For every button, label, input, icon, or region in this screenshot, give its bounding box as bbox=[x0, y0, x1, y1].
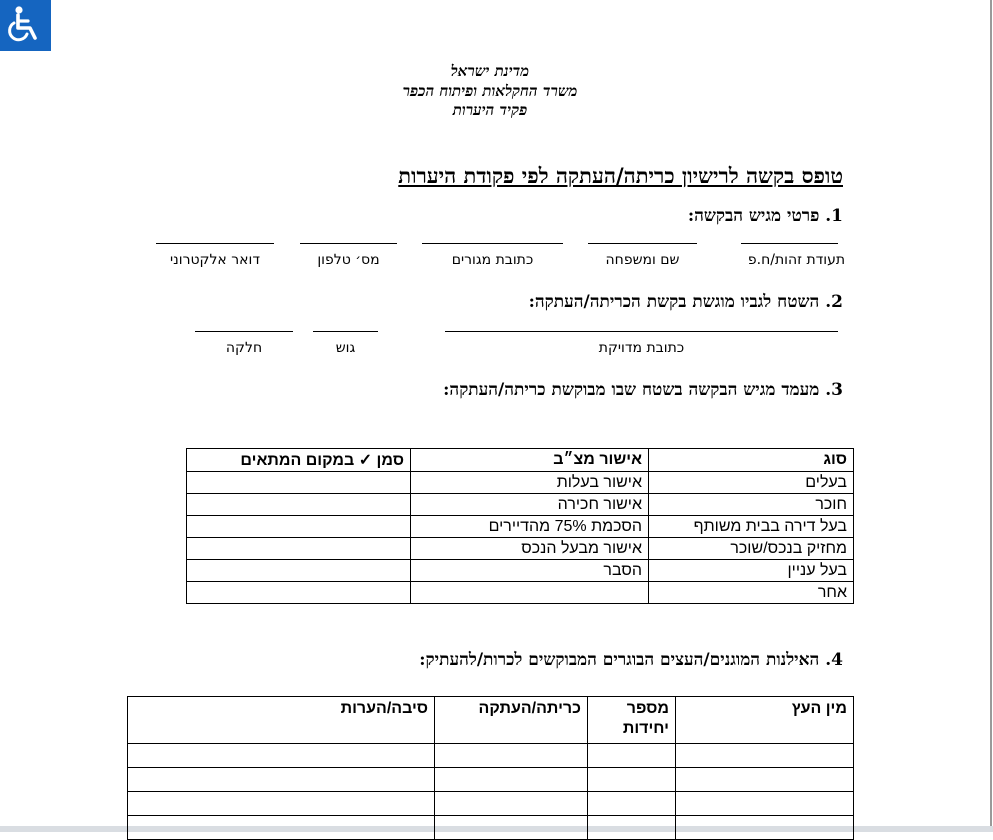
attachment-cell bbox=[411, 582, 649, 604]
column-header: אישור מצ״ב bbox=[411, 449, 649, 472]
table-row bbox=[128, 768, 854, 792]
table-row bbox=[187, 494, 854, 516]
column-header: מין העץ bbox=[676, 697, 854, 744]
table-row bbox=[187, 560, 854, 582]
field-full-name[interactable] bbox=[588, 243, 697, 268]
attachment-cell: הסבר bbox=[411, 560, 649, 582]
table-row bbox=[128, 816, 854, 840]
field-id-number[interactable] bbox=[741, 243, 846, 268]
column-header: סוג bbox=[649, 449, 854, 472]
type-cell: בעלים bbox=[649, 472, 854, 494]
column-header: כריתה/העתקה bbox=[435, 697, 588, 744]
trees-table bbox=[127, 696, 854, 840]
units-cell[interactable] bbox=[588, 816, 676, 840]
field-label: גוש bbox=[335, 340, 356, 356]
field-label: דואר אלקטרוני bbox=[170, 252, 260, 268]
field-label: כתובת מגורים bbox=[451, 252, 534, 268]
mark-cell[interactable] bbox=[187, 516, 411, 538]
action-cell[interactable] bbox=[435, 744, 588, 768]
mark-cell[interactable] bbox=[187, 472, 411, 494]
form-title: טופס בקשה לרישיון כריתה/העתקה לפי פקודת היערות bbox=[398, 163, 843, 188]
field-exact-address[interactable] bbox=[445, 331, 838, 356]
tree-species-cell[interactable] bbox=[676, 768, 854, 792]
mark-cell[interactable] bbox=[187, 538, 411, 560]
units-cell[interactable] bbox=[588, 768, 676, 792]
action-cell[interactable] bbox=[435, 768, 588, 792]
units-cell[interactable] bbox=[588, 744, 676, 768]
column-header: סיבה/הערות bbox=[128, 697, 435, 744]
header-line-1: מדינת ישראל bbox=[450, 62, 530, 80]
attachment-cell: הסכמת 75% מהדיירים bbox=[411, 516, 649, 538]
action-cell[interactable] bbox=[435, 816, 588, 840]
tree-species-cell[interactable] bbox=[676, 792, 854, 816]
units-cell[interactable] bbox=[588, 792, 676, 816]
type-cell: מחזיק בנכס/שוכר bbox=[649, 538, 854, 560]
section-1-heading: 1. פרטי מגיש הבקשה: bbox=[687, 206, 843, 226]
table-row bbox=[187, 582, 854, 604]
field-email[interactable] bbox=[156, 243, 274, 268]
mark-cell[interactable] bbox=[187, 560, 411, 582]
section-3-heading: 3. מעמד מגיש הבקשה בשטח שבו מבוקשת כריתה/העתקה: bbox=[443, 380, 843, 400]
type-cell: בעל עניין bbox=[649, 560, 854, 582]
attachment-cell: אישור חכירה bbox=[411, 494, 649, 516]
action-cell[interactable] bbox=[435, 792, 588, 816]
field-block[interactable] bbox=[313, 331, 378, 356]
reason-cell[interactable] bbox=[128, 768, 435, 792]
type-cell: חוכר bbox=[649, 494, 854, 516]
column-header: מספר יחידות bbox=[588, 697, 676, 744]
field-home-address[interactable] bbox=[422, 243, 563, 268]
field-parcel[interactable] bbox=[195, 331, 293, 356]
field-label: מס׳ טלפון bbox=[317, 252, 380, 268]
table-header-row bbox=[128, 697, 854, 744]
field-label: שם ומשפחה bbox=[605, 252, 680, 268]
section-2-heading: 2. השטח לגביו מוגשת בקשת הכריתה/העתקה: bbox=[528, 292, 843, 312]
table-row bbox=[187, 516, 854, 538]
tree-species-cell[interactable] bbox=[676, 744, 854, 768]
header-line-3: פקיד היערות bbox=[452, 101, 528, 119]
reason-cell[interactable] bbox=[128, 816, 435, 840]
table-header-row bbox=[187, 449, 854, 472]
type-cell: אחר bbox=[649, 582, 854, 604]
reason-cell[interactable] bbox=[128, 744, 435, 768]
column-header: סמן ✓ במקום המתאים bbox=[187, 449, 411, 472]
tree-species-cell[interactable] bbox=[676, 816, 854, 840]
table-row bbox=[187, 472, 854, 494]
applicant-status-table bbox=[186, 448, 854, 604]
field-label: חלקה bbox=[225, 340, 263, 356]
field-label: תעודת זהות/ח.פ bbox=[747, 252, 846, 268]
table-row bbox=[187, 538, 854, 560]
mark-cell[interactable] bbox=[187, 582, 411, 604]
mark-cell[interactable] bbox=[187, 494, 411, 516]
table-row bbox=[128, 744, 854, 768]
table-row bbox=[128, 792, 854, 816]
field-label: כתובת מדויקת bbox=[598, 340, 685, 356]
reason-cell[interactable] bbox=[128, 792, 435, 816]
attachment-cell: אישור בעלות bbox=[411, 472, 649, 494]
header-line-2: משרד החקלאות ופיתוח הכפר bbox=[402, 82, 578, 100]
section-4-heading: 4. האילנות המוגנים/העצים הבוגרים המבוקשים לכרות/להעתיק: bbox=[419, 650, 843, 670]
attachment-cell: אישור מבעל הנכס bbox=[411, 538, 649, 560]
type-cell: בעל דירה בבית משותף bbox=[649, 516, 854, 538]
field-phone[interactable] bbox=[300, 243, 397, 268]
